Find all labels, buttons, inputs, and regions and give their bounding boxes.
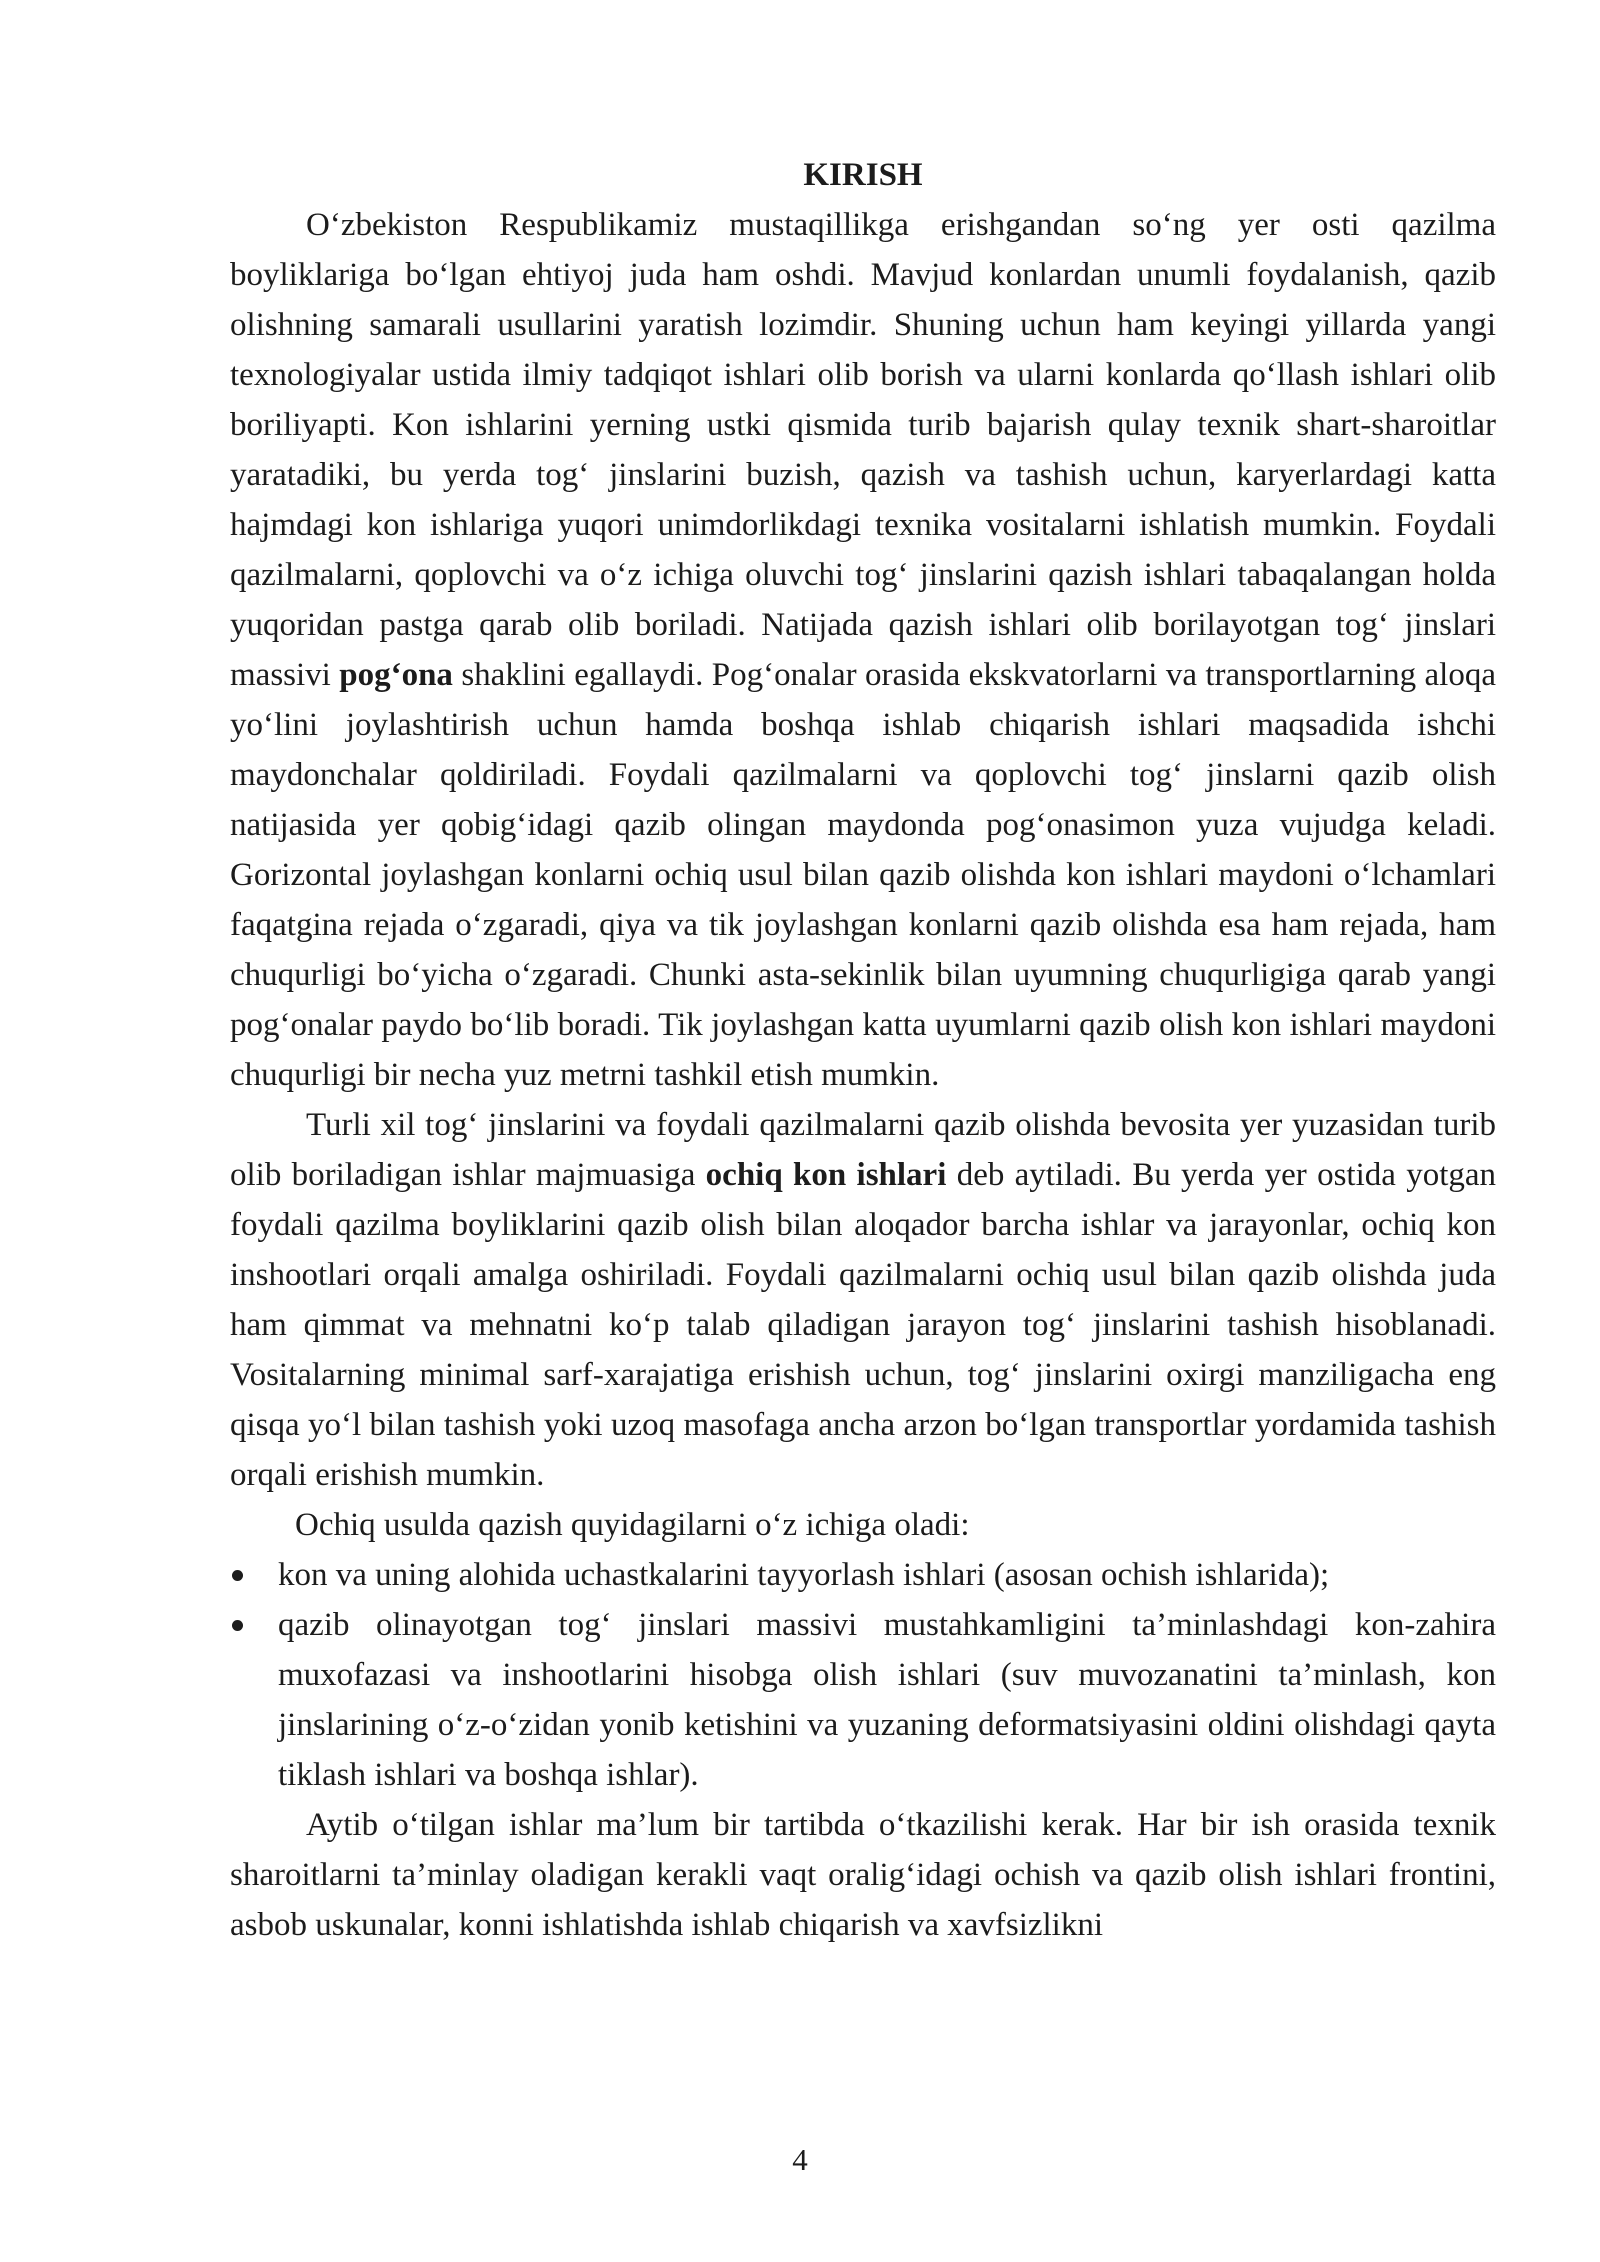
list-item [230, 1600, 1496, 1800]
paragraph-2-continuation: deb aytiladi. Bu yerda yer ostida yotgan foydali qazilma boyliklarini qazib olish bilan aloqador barcha ishlar va jarayonlar, ochiq kon inshootlari orqali amalga oshiriladi. Foydali qazilmalarni ochiq usul bilan qazib olishda juda ham qimmat va mehnatni ko‘p talab qiladigan jarayon tog‘ jinslarini tashish hisoblanadi. Vositalarning minimal sarf-xarajatiga erishish uchun, tog‘ jinslarini oxirgi manziligacha eng qisqa yo‘l bilan tashish yoki uzoq masofaga ancha arzon bo‘lgan transportlar yordamida tashish orqali erishish mumkin. [230, 1157, 1497, 1493]
bullet-icon [232, 1620, 243, 1631]
page-number: 4 [792, 2142, 808, 2177]
term-pogona: pog‘ona [339, 657, 453, 693]
document-page [230, 150, 1496, 1950]
list-item-text: kon va uning alohida uchastkalarini tayyorlash ishlari (asosan ochish ishlarida); [278, 1557, 1330, 1593]
paragraph-2-text: Turli xil tog‘ jinslarini va foydali qazilmalarni qazib olishda bevosita yer yuzasidan turib olib boriladigan ishlar majmuasiga [230, 1107, 1496, 1193]
page-title: KIRISH [803, 157, 923, 193]
bullet-icon [232, 1570, 243, 1581]
paragraph-1-text: O‘zbekiston Respublikamiz mustaqillikga erishgandan so‘ng yer osti qazilma boyliklariga bo‘lgan ehtiyoj juda ham oshdi. Mavjud konlardan unumli foydalanish, qazib olishning samarali usullarini yaratish lozimdir. Shuning uchun ham keyingi yillarda yangi texnologiyalar ustida ilmiy tadqiqot ishlari olib borish va ularni konlarda qo‘llash ishlari olib boriliyapti. Kon ishlarini yerning ustki qismida turib bajarish qulay texnik shart-sharoitlar yaratadiki, bu yerda tog‘ jinslarini buzish, qazish va tashish uchun, karyerlardagi katta hajmdagi kon ishlariga yuqori unimdorlikdagi texnika vositalarni ishlatish mumkin. Foydali qazilmalarni, qoplovchi va o‘z ichiga oluvchi tog‘ jinslarini qazish ishlari tabaqalangan holda yuqoridan pastga qarab olib boriladi. Natijada qazish ishlari olib borilayotgan tog‘ jinslari massivi [230, 207, 1496, 693]
paragraph-1 [230, 200, 1496, 1100]
paragraph-4: Aytib o‘tilgan ishlar ma’lum bir tartibda o‘tkazilishi kerak. Har bir ish orasida texnik sharoitlarni ta’minlay oladigan kerakli vaqt oralig‘idagi ochish va qazib olish ishlari frontini, asbob uskunalar, konni ishlatishda ishlab chiqarish va xavfsizlikni [230, 1807, 1496, 1943]
list-item-text: qazib olinayotgan tog‘ jinslari massivi mustahkamligini ta’minlashdagi kon-zahira muxofazasi va inshootlarini hisobga olish ishlari (suv muvozanatini ta’minlash, kon jinslarining o‘z-o‘zidan yonib ketishini va yuzaning deformatsiyasini oldini olishdagi qayta tiklash ishlari va boshqa ishlar). [278, 1607, 1496, 1793]
list-item [230, 1550, 1496, 1600]
paragraph-1-continuation: shaklini egallaydi. Pog‘onalar orasida ekskvatorlarni va transportlarning aloqa yo‘lini joylashtirish uchun hamda boshqa ishlab chiqarish ishlari maqsadida ishchi maydonchalar qoldiriladi. Foydali qazilmalarni va qoplovchi tog‘ jinslarni qazib olish natijasida yer qobig‘idagi qazib olingan maydonda pog‘onasimon yuza vujudga keladi. Gorizontal joylashgan konlarni ochiq usul bilan qazib olishda kon ishlari maydoni o‘lchamlari faqatgina rejada o‘zgaradi, qiya va tik joylashgan konlarni qazib olishda esa ham rejada, ham chuqurligi bo‘yicha o‘zgaradi. Chunki asta-sekinlik bilan uyumning chuqurligiga qarab yangi pog‘onalar paydo bo‘lib boradi. Tik joylashgan katta uyumlarni qazib olish kon ishlari maydoni chuqurligi bir necha yuz metrni tashkil etish mumkin. [230, 657, 1496, 1093]
paragraph-3: Ochiq usulda qazish quyidagilarni o‘z ichiga oladi: [295, 1507, 970, 1543]
paragraph-2 [230, 1100, 1496, 1500]
bullet-list [230, 1550, 1496, 1800]
term-ochiq-kon-ishlari: ochiq kon ishlari [705, 1157, 947, 1193]
